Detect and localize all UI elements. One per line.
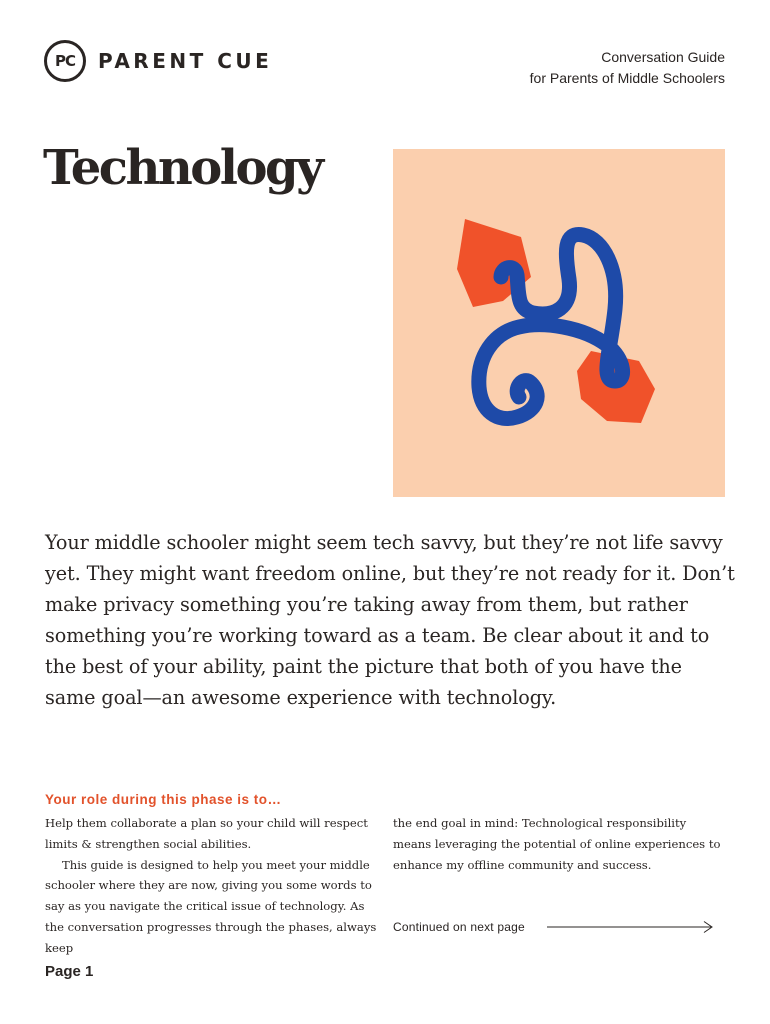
- abstract-loop-icon: [393, 149, 725, 497]
- guide-label-line1: Conversation Guide: [601, 49, 725, 65]
- page-number: Page 1: [45, 963, 94, 980]
- intro-paragraph: Your middle schooler might seem tech savvy, but they’re not life savvy yet. They might want freedom online, but they’re not ready for it. Don’t make privacy something you’re taking away from them, but rather something you’re working toward as a team. Be clear about it and to the best of your ability, paint the picture that both of you have the same goal—an awesome experience with technology.: [45, 531, 735, 709]
- logo-text: PARENT CUE: [98, 49, 273, 73]
- guide-label: [530, 47, 725, 89]
- page-title: Technology: [43, 140, 322, 196]
- body-paragraph: the end goal in mind: Technological responsibility means leveraging the potential of online experiences to enhance my offline community and success.: [393, 816, 721, 872]
- logo-mark-icon: PC: [44, 40, 86, 82]
- body-paragraph: Help them collaborate a plan so your child will respect limits & strengthen social abilities.: [45, 816, 368, 851]
- illustration-panel: [393, 149, 725, 497]
- arrow-right-icon: [547, 920, 715, 934]
- body-column-right: [393, 813, 726, 875]
- role-heading: Your role during this phase is to…: [45, 792, 282, 807]
- guide-label-line2: for Parents of Middle Schoolers: [529, 70, 725, 86]
- continued-link[interactable]: [393, 918, 726, 936]
- body-column-left: [45, 813, 378, 959]
- body-paragraph: This guide is designed to help you meet your middle schooler where they are now, giving you some words to say as you navigate the critical issue of technology. As the conversation progresses through the phases, always keep: [45, 857, 377, 955]
- continued-label: Continued on next page: [393, 920, 525, 934]
- parent-cue-logo: [44, 40, 272, 82]
